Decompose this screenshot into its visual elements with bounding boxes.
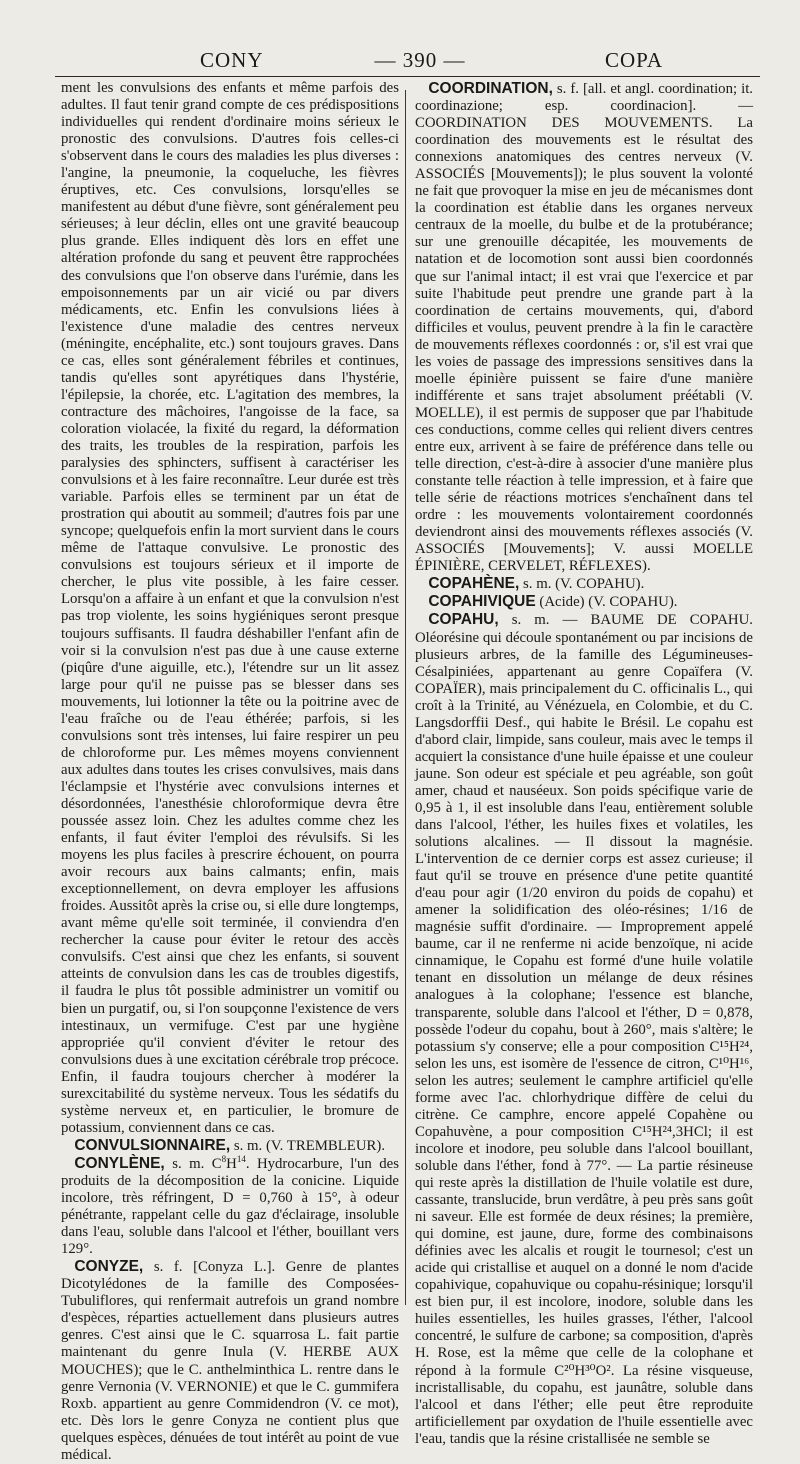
header-right-word: COPA [605,48,664,72]
entry-body-element: H [226,1155,237,1172]
header-rule [55,76,760,77]
header-left-word: CONY [200,48,264,72]
column-divider [405,90,406,1305]
entry-copahene [415,575,753,593]
entry-body-prefix: s. m. C [172,1155,222,1172]
entry-copahu [415,611,753,1447]
right-column [415,80,753,1448]
convulsions-continuation: ment les convulsions des enfants et même parfois des adultes. Il faut tenir grand compte de ces prédispositions individuelles qui rendent d'ordinaire moins sérieux le pronostic des convulsions. D'autres fois celles-ci s'observent dans le cours des maladies les plus diverses : l'angine, la pneumonie, la coqueluche, les fièvres éruptives, etc. Ces convulsions, lorsqu'elles se manifestent au début d'une fièvre, sont généralement peu sérieuses; à leur déclin, elles ont une gravité beaucoup plus grande. Elles indiquent dès lors en effet une altération profonde du sang et peuvent être rapprochées des convulsions que l'on observe dans l'urémie, dans les empoisonnements par un air vicié ou par divers médicaments, etc. Enfin les convulsions liées à l'existence d'une maladie des centres nerveux (méningite, encéphalite, etc.) sont toujours graves. Dans ce cas, elles sont généralement fébriles et continues, tandis qu'elles sont apyrétiques dans l'hystérie, l'épilepsie, la chorée, etc. L'agitation des membres, la contracture des mâchoires, l'angoisse de la face, sa coloration violacée, la fixité du regard, la déformation des traits, les troubles de la respiration, parfois les paralysies des sphincters, suffisent à caractériser les convulsions et à les faire reconnaître. Leur durée est très variable. Parfois elles se terminent par un état de prostration qui aboutit au sommeil; d'autres fois par une syncope; quelquefois enfin la mort survient dans le cours même de l'attaque convulsive. Le pronostic des convulsions est toujours sérieux et il importe de chercher, le plus vite possible, à les faire cesser. Lorsqu'on a affaire à un enfant et que la convulsion n'est pas trop violente, les soins hygiéniques seront presque toujours suffisants. Il faudra déshabiller l'enfant afin de voir si la convulsion n'est pas due à une cause externe (piqûre d'une aiguille, etc.), l'étendre sur un lit assez large pour qu'il ne puisse pas se blesser dans ses mouvements, lui lotionner la tête ou la poitrine avec de l'eau fraîche ou de l'eau éthérée; parfois, si les convulsions sont très intenses, lui faire respirer un peu de chloroforme pur. Les mêmes moyens conviennent aux adultes dans toutes les crises convulsives, mais dans l'éclampsie et l'hystérie avec convulsions internes et désordonnées, l'anesthésie chloroformique devra être poussée assez loin. Chez les adultes comme chez les enfants, il faut éviter l'emploi des révulsifs. Si les moyens les plus faciles à prescrire échouent, on pourra avoir recours aux bains calmants; enfin, mais exceptionnellement, on devra employer les affusions froides. Aussitôt après la crise ou, si elle dure longtemps, avant même qu'elle soit terminée, il conviendra d'en rechercher la cause pour éviter le retour des accès convulsifs. C'est ainsi que chez les enfants, si souvent atteints de convulsion dans les cas de troubles digestifs, il faudra le plus tôt possible administrer un vomitif ou bien un purgatif, ou, si l'on soupçonne l'existence de vers intestinaux, un vermifuge. C'est par une hygiène appropriée qu'il convient d'éviter le retour des convulsions dues à une excitation cérébrale trop précoce. Enfin, il faudra toujours chercher à modérer la surexcitabilité du système nerveux. Tous les sédatifs du système nerveux et, en particulier, le bromure de potassium, conviennent dans ce cas. [61,80,399,1136]
entry-headword: COPAHU, [428,611,499,629]
entry-copahivique [415,593,753,611]
entry-body: s. m. (V. COPAHU). [523,576,645,593]
entry-headword: CONYZE, [74,1258,144,1276]
entry-conylene [61,1155,399,1258]
entry-headword: COORDINATION, [428,80,553,97]
entry-coordination [415,80,753,575]
entry-body: (Acide) (V. COPAHU). [539,594,678,611]
entry-body: . Hydrocarbure, l'un des produits de la décomposition de la conicine. Liquide incolore, très réfringent, D = 0,760 à 15°, à odeur pénétrante, rappelant celle du gaz d'éclairage, insoluble dans l'eau, soluble dans l'alcool et l'éther, bouillant vers 129°. [61,1155,399,1258]
entry-conyze [61,1258,399,1464]
entry-convulsionnaire [61,1137,399,1155]
entry-body: s. m. — BAUME DE COPAHU. Oléorésine qui découle spontanément ou par incisions de plusieurs arbres, de la famille des Légumineuses-Césalpiniées, appartenant au genre Copaïfera (V. COPAÏER), mais principalement du C. officinalis L., qui croît à la Trinité, au Vénézuela, en Colombie, et du C. Langsdorffii Desf., qui habite le Brésil. Le copahu est d'abord clair, limpide, sans couleur, mais avec le temps il acquiert la consistance d'une huile épaisse et une couleur jaune. Son odeur est spéciale et peu agréable, son goût amer, chaud et nauséeux. Son poids spécifique varie de 0,95 à 1, il est insoluble dans l'eau, entièrement soluble dans l'alcool, l'éther, les huiles fixes et volatiles, les solutions alcalines. — Il dissout la magnésie. L'intervention de ce dernier corps est assez curieuse; il faut qu'il se trouve en présence d'une petite quantité d'eau pour agir (1/20 environ du poids de copahu) et amener la solidification des oléo-résines; 1/16 de magnésie suffit d'ordinaire. — Improprement appelé baume, car il ne renferme ni acide benzoïque, ni acide cinnamique, le Copahu est formé d'une huile volatile tenant en dissolution un mélange de deux résines analogues à la colophane; l'essence est blanche, transparente, soluble dans l'alcool et l'éther, D = 0,878, possède l'odeur du copahu, bout à 260°, mais s'altère; le potassium s'y conserve; elle a pour composition C¹⁵H²⁴, selon les uns, est isomère de l'essence de citron, C¹⁰H¹⁶, selon les autres; seulement le camphre artificiel qu'elle forme avec l'ac. chlorhydrique diffère de celui du citrène. Ce camphre, encore appelé Copahène ou Copahuvène, a pour composition C¹⁵H²⁴,3HCl; il est incolore et inodore, peu soluble dans l'alcool bouillant, soluble dans l'éther, fond à 77°. — La partie résineuse qui reste après la distillation de l'huile volatile est dure, cassante, translucide, brun verdâtre, à peu près sans goût ni saveur. Elle est formée de deux résines; la première, qui domine, est jaune, dure, forme des combinaisons définies avec les alcalis et rougit le tournesol; c'est un acide qui cristallise et auquel on a donné le nom d'acide copahivique, copahuvique ou copahu-résinique; lorsqu'il est bien pur, il est incolore, inodore, soluble dans les huiles essentielles, les huiles grasses, l'éther, l'alcool concentré, le sulfure de carbone; sa composition, d'après H. Rose, est la même que celle de la colophane et répond à la formule C²⁰H³⁰O². La résine visqueuse, incristallisable, du copahu, est jaunâtre, soluble dans l'alcool et dans l'éther; elle peut être reproduite artificiellement par oxydation de l'huile essentielle avec l'eau, tandis que la résine cristallisée ne semble se [415,612,753,1447]
entry-headword: COPAHÈNE, [428,575,520,593]
entry-body: s. m. (V. TREMBLEUR). [233,1137,386,1154]
entry-headword: COPAHIVIQUE [428,593,536,611]
entry-body: s. f. [Conyza L.]. Genre de plantes Dicotylédones de la famille des Composées-Tubuliflores, qui renfermait autrefois un grand nombre d'espèces, réparties actuellement dans plusieurs autres genres. C'est ainsi que le C. squarrosa L. fait partie maintenant du genre Inula (V. HERBE AUX MOUCHES); que le C. anthelminthica L. rentre dans le genre Vernonia (V. VERNONIE) et que le C. gummifera Roxb. appartient au genre Commidendron (V. ce mot), etc. Dès lors le genre Conyza ne contient plus que quelques espèces, dénuées de tout intérêt au point de vue médical. [61,1259,400,1463]
entry-body: s. f. [all. et angl. coordination; it. coordinazione; esp. coordinacion]. — COORDINATION DES MOUVEMENTS. La coordination des mouvements est le résultat des connexions anatomiques des centres nerveux (V. ASSOCIÉS [Mouvements]); le plus souvent la volonté ne fait que provoquer la mise en jeu de mécanismes dont la coordination est établie dans les organes nerveux centraux de la moelle, du bulbe et de la protubérance; sur une grenouille décapitée, les mouvements de natation et de locomotion sont aussi bien coordonnés que sur l'animal intact; il est vrai que l'exercice et par suite l'habitude peut prendre une grande part à la coordination de certains mouvements, qui, d'abord difficiles et voulus, peuvent prendre à la fin le caractère de mouvements réflexes coordonnés : or, s'il est vrai que les voies de passage des impressions sensitives dans la moelle épinière puissent se faire d'une manière indifférente et sans trajet absolument préétabli (V. MOELLE), il est permis de supposer que par l'habitude ces conductions, comme celles qui relient divers centres entre eux, arrivent à se faire de préférence dans telle ou telle direction, c'est-à-dire à associer d'une manière plus constante telle réaction à telle impression, et à faire que telle série de réactions motrices s'enchaînent dans tel ordre : les mouvements volontairement coordonnés deviendront ainsi des mouvements réflexes associés (V. ASSOCIÉS [Mouvements]; V. aussi MOELLE ÉPINIÈRE, CERVELET, RÉFLEXES). [415,81,753,575]
entry-headword: CONYLÈNE, [74,1154,165,1172]
formula-index: 14 [236,1154,246,1165]
entry-headword: CONVULSIONNAIRE, [74,1136,231,1154]
page-number: — 390 — [374,48,466,72]
running-header [60,38,760,78]
formula-index: 8 [221,1154,227,1165]
left-column [61,80,399,1464]
